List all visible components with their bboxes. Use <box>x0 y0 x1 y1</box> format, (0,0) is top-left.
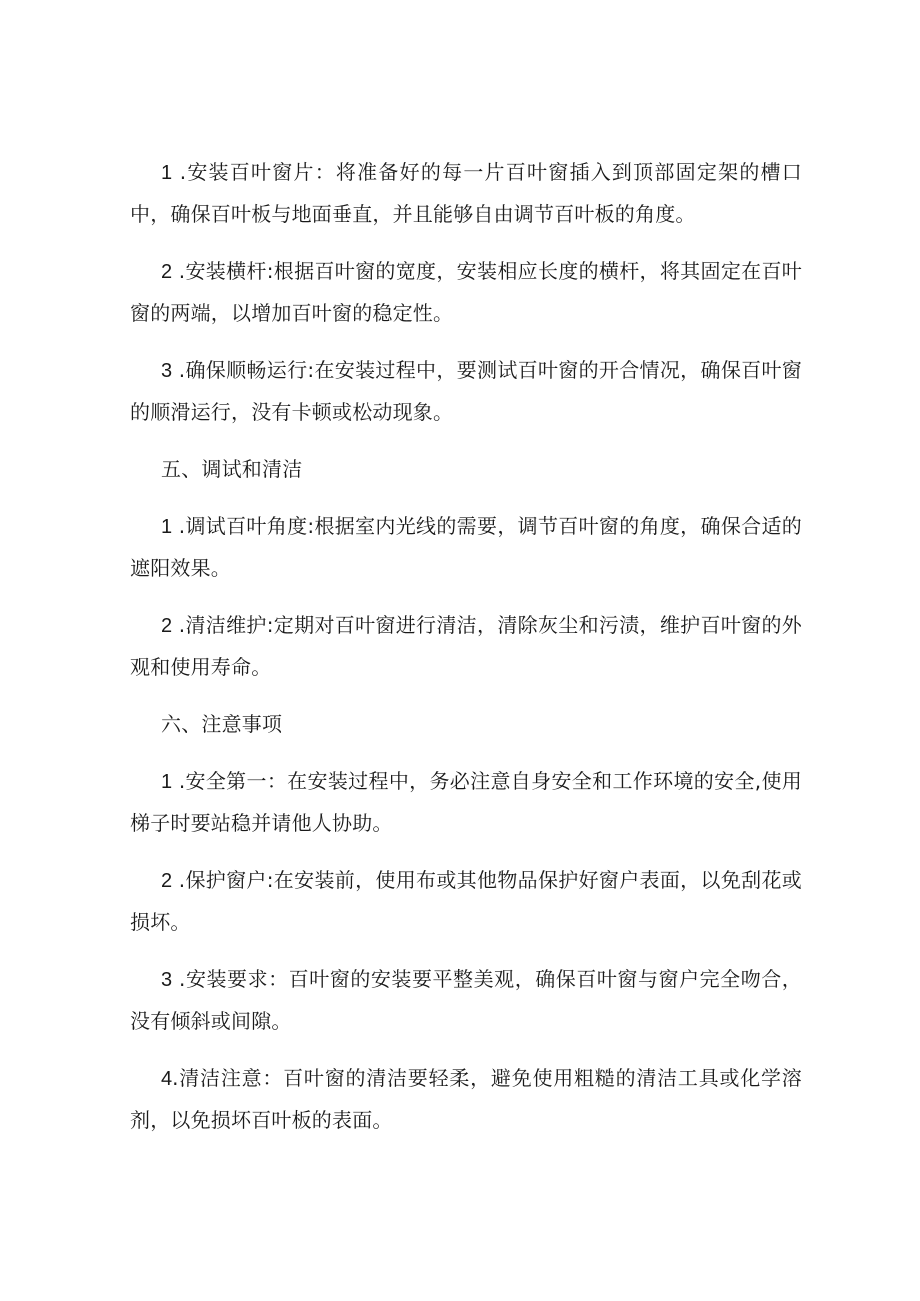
item-number: 3 <box>161 360 173 382</box>
item-text: 保护窗户:在安装前，使用布或其他物品保护好窗户表面，以免刮花或损坏。 <box>130 868 802 934</box>
list-item <box>130 506 802 589</box>
item-number: 1 <box>161 516 173 538</box>
item-separator: . <box>172 160 187 184</box>
item-separator: . <box>172 259 186 283</box>
list-item <box>130 959 802 1042</box>
item-text: 安装要求：百叶窗的安装要平整美观，确保百叶窗与窗户完全吻合，没有倾斜或间隙。 <box>130 967 802 1033</box>
list-item <box>130 251 802 334</box>
item-number: 2 <box>161 870 173 892</box>
item-separator: . <box>172 1066 179 1090</box>
item-text: 确保顺畅运行:在安装过程中，要测试百叶窗的开合情况，确保百叶窗的顺滑运行，没有卡顿或松动现象。 <box>130 358 802 424</box>
item-number: 3 <box>161 969 173 991</box>
list-item <box>130 761 802 844</box>
list-item <box>130 152 802 235</box>
item-number: 1 <box>161 771 173 793</box>
list-item <box>130 860 802 943</box>
item-text: 清洁维护:定期对百叶窗进行清洁，清除灰尘和污渍，维护百叶窗的外观和使用寿命。 <box>130 613 802 679</box>
list-item <box>130 1058 802 1141</box>
item-separator: . <box>172 967 186 991</box>
item-text: 调试百叶角度:根据室内光线的需要，调节百叶窗的角度，确保合适的遮阳效果。 <box>130 514 802 580</box>
item-number: 2 <box>161 615 173 637</box>
list-item <box>130 605 802 688</box>
item-text: 安全第一：在安装过程中，务必注意自身安全和工作环境的安全,使用梯子时要站稳并请他人协助。 <box>130 769 802 835</box>
list-item <box>130 350 802 433</box>
item-number: 1 <box>161 162 173 184</box>
item-number: 2 <box>161 261 173 283</box>
item-text: 安装横杆:根据百叶窗的宽度，安装相应长度的横杆，将其固定在百叶窗的两端，以增加百叶窗的稳定性。 <box>130 259 802 325</box>
item-separator: . <box>172 769 186 793</box>
item-text: 清洁注意：百叶窗的清洁要轻柔，避免使用粗糙的清洁工具或化学溶剂，以免损坏百叶板的表面。 <box>130 1066 802 1132</box>
item-text: 安装百叶窗片：将准备好的每一片百叶窗插入到顶部固定架的槽口中，确保百叶板与地面垂直，并且能够自由调节百叶板的角度。 <box>130 160 802 226</box>
item-number: 4 <box>161 1068 173 1090</box>
section-heading: 五、调试和清洁 <box>161 457 303 481</box>
item-separator: . <box>172 613 186 637</box>
document-body <box>130 152 802 1157</box>
item-separator: . <box>172 514 186 538</box>
section-heading: 六、注意事项 <box>161 712 283 736</box>
item-separator: . <box>172 358 186 382</box>
item-separator: . <box>172 868 186 892</box>
